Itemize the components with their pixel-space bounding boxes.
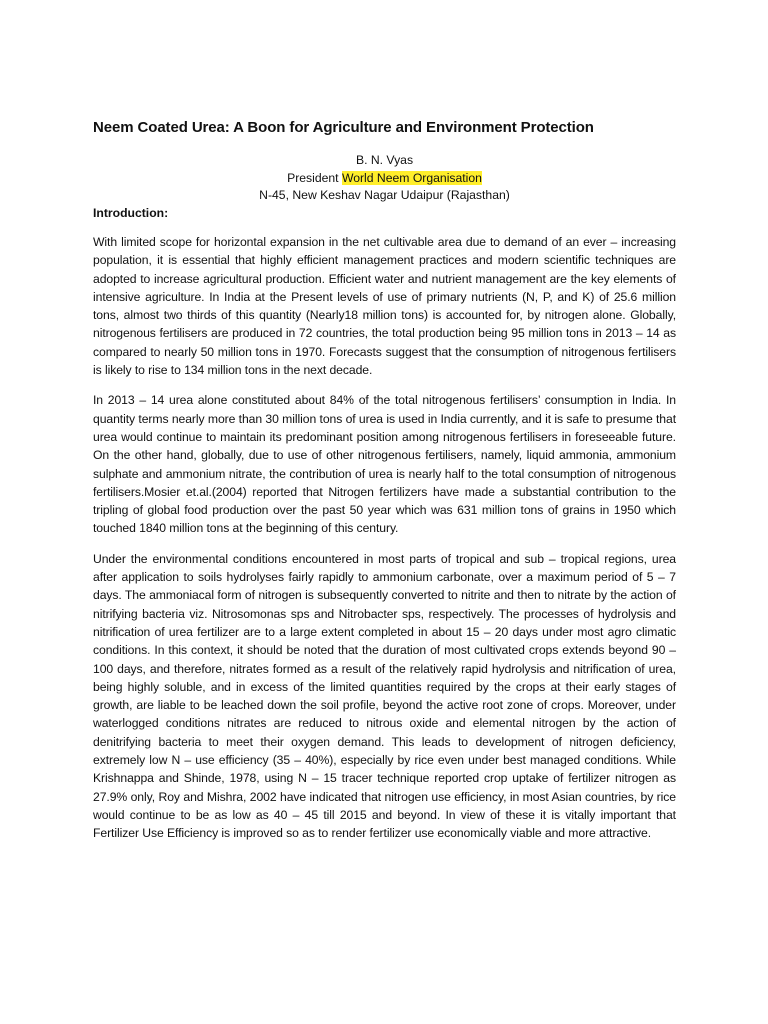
organisation-highlight: World Neem Organisation (341, 170, 482, 185)
paragraph-1: With limited scope for horizontal expansion in the net cultivable area due to demand of an ever – increasing population, it is essential that highly efficient management practices and modern scientific techniques are adopted to increase agricultural production. Efficient water and nutrient management are the key elements of intensive agriculture. In India at the Present levels of use of primary nutrients (N, P, and K) of 25.6 million tons, almost two thirds of this quantity (Nearly18 million tons) is accounted for, by nitrogen alone. Globally, nitrogenous fertilisers are produced in 72 countries, the total production being 95 million tons in 2013 – 14 as compared to nearly 50 million tons in 1970. Forecasts suggest that the consumption of nitrogenous fertilisers is likely to rise to 134 million tons in the next decade. (93, 235, 676, 378)
document-title: Neem Coated Urea: A Boon for Agriculture and Environment Protection (93, 119, 594, 136)
author-role (93, 170, 676, 188)
section-heading: Introduction: (93, 205, 169, 220)
author-address: N-45, New Keshav Nagar Udaipur (Rajasthan) (259, 188, 510, 202)
document-page (93, 118, 676, 855)
author-role-prefix: President (287, 170, 342, 185)
paragraph-3: Under the environmental conditions encountered in most parts of tropical and sub – tropical regions, urea after application to soils hydrolyses fairly rapidly to ammonium carbonate, over a maximum period of 5 – 7 days. The ammoniacal form of nitrogen is subsequently converted to nitrite and then to nitrate by the action of nitrifying bacteria viz. Nitrosomonas sps and Nitrobacter sps, respectively. The processes of hydrolysis and nitrification of urea fertilizer are to a large extent completed in about 15 – 20 days under most agro climatic conditions. In this context, it should be noted that the duration of most cultivated crops extends beyond 90 – 100 days, and therefore, nitrates formed as a result of the relatively rapid hydrolysis and nitrification of urea, being highly soluble, and in excess of the limited quantities required by the crops at their early stages of growth, are liable to be leached down the soil profile, beyond the active root zone of crops. Moreover, under waterlogged conditions nitrates are reduced to nitrous oxide and elemental nitrogen by the action of denitrifying bacteria to meet their oxygen demand. This leads to development of nitrogen deficiency, extremely low N – use efficiency (35 – 40%), especially by rice even under best managed conditions. While Krishnappa and Shinde, 1978, using N – 15 tracer technique reported crop uptake of fertilizer nitrogen as 27.9% only, Roy and Mishra, 2002 have indicated that nitrogen use efficiency, in most Asian countries, by rice would continue to be as low as 40 – 45 till 2015 and beyond. In view of these it is vitally important that Fertilizer Use Efficiency is improved so as to render fertilizer use economically viable and more attractive. (93, 551, 676, 841)
paragraph-2: In 2013 – 14 urea alone constituted about 84% of the total nitrogenous fertilisers’ consumption in India. In quantity terms nearly more than 30 million tons of urea is used in India currently, and it is safe to presume that urea would continue to maintain its predominant position among nitrogenous fertilisers in foreseeable future. On the other hand, globally, due to use of other nitrogenous fertilisers, namely, liquid ammonia, ammonium sulphate and ammonium nitrate, the contribution of urea is nearly half to the total consumption of nitrogenous fertilisers.Mosier et.al.(2004) reported that Nitrogen fertilizers have made a substantial contribution to the tripling of global food production over the past 50 year which was 631 million tons of grains in 1950 which touched 1840 million tons at the beginning of this century. (93, 393, 676, 536)
author-block (93, 152, 676, 205)
author-name: B. N. Vyas (355, 153, 414, 167)
